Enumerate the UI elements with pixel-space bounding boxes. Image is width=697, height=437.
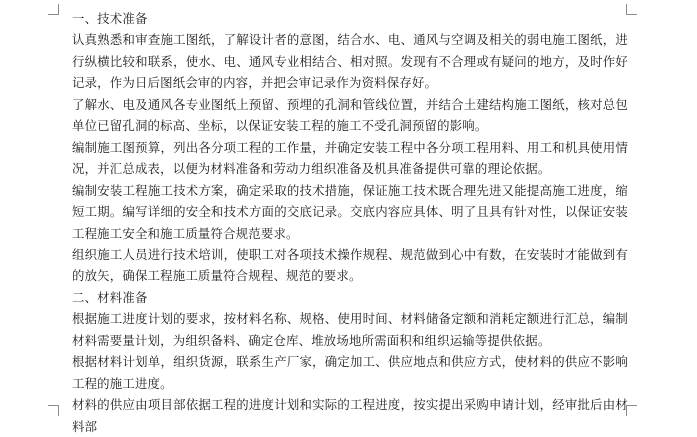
paragraph-material-plan: 根据施工进度计划的要求，按材料名称、规格、使用时间、材料储备定额和消耗定额进行汇总，编制材料需要量计划，为组织备料、确定仓库、堆放场地所需面积和组织运输等提供依据。 xyxy=(72,311,628,348)
paragraph-training: 组织施工人员进行技术培训，使职工对各项技术操作规程、规范做到心中有数，在安装时才能做到有的放矢，确保工程施工质量符合规程、规范的要求。 xyxy=(72,246,628,284)
paragraph-review-drawings: 认真熟悉和审查施工图纸，了解设计者的意图，结合水、电、通风与空调及相关的弱电施工图纸，进行纵横比较和联系，使水、电、通风专业相结合、相对照。发现有不合理或有疑问的地方，及时作好记录，作为日后图纸会审的内容，并把会审记录作为资料保存好。 xyxy=(72,32,628,91)
section-heading-technical: 一、技术准备 xyxy=(72,11,148,26)
paragraph-reserved-holes: 了解水、电及通风各专业图纸上预留、预埋的孔洞和管线位置，并结合土建结构施工图纸，核对总包单位已留孔洞的标高、坐标，以保证安装工程的施工不受孔洞预留的影响。 xyxy=(72,96,628,134)
paragraph-technical-plan: 编制安装工程施工技术方案，确定采取的技术措施，保证施工技术既合理先进又能提高施工进度，缩短工期。编写详细的安全和技术方面的交底记录。交底内容应具体、明了且具有针对性，以保证安装工程施工安全和施工质量符合规范要求。 xyxy=(72,182,628,241)
page-corner-mark-bottom-left xyxy=(48,405,59,416)
document-body xyxy=(72,8,628,437)
paragraph-budget: 编制施工图预算，列出各分项工程的工作量，并确定安装工程中各分项工程用料、用工和机具使用情况，并汇总成表，以便为材料准备和劳动力组织准备及机具准备提供可靠的理论依据。 xyxy=(72,139,628,177)
page-corner-mark-top-left xyxy=(48,4,59,15)
paragraph-material-sourcing: 根据材料计划单，组织货源，联系生产厂家，确定加工、供应地点和供应方式，使材料的供应不影响工程的施工进度。 xyxy=(72,354,628,391)
section-heading-materials: 二、材料准备 xyxy=(72,289,148,305)
paragraph-material-supply: 材料的供应由项目部依据工程的进度计划和实际的工程进度，按实提出采购申请计划，经审批后由材料部 xyxy=(72,397,628,434)
